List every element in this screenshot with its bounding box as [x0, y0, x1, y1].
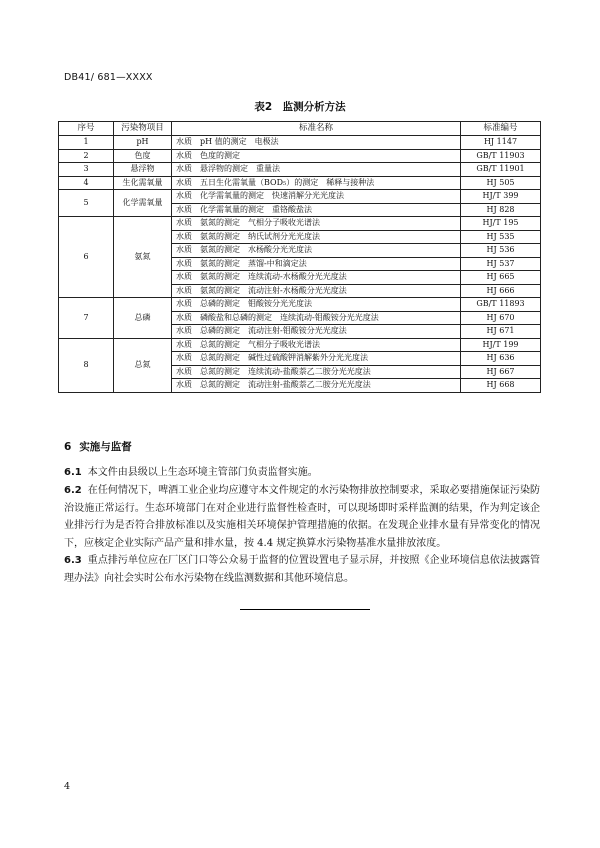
- cell-standard-name: 水质 五日生化需氧量（BOD₅）的测定 稀释与接种法: [172, 176, 461, 190]
- table-title: 表2 监测分析方法: [254, 101, 346, 113]
- cell-standard-name: 水质 氨氮的测定 流动注射-水杨酸分光光度法: [172, 284, 461, 298]
- cell-number: 2: [59, 149, 114, 163]
- cell-pollutant: 生化需氧量: [114, 176, 172, 190]
- cell-standard-name: 水质 氨氮的测定 连续流动-水杨酸分光光度法: [172, 271, 461, 285]
- cell-standard-code: HJ/T 399: [461, 190, 541, 204]
- table-header-row: [59, 122, 541, 136]
- cell-standard-code: HJ 667: [461, 365, 541, 379]
- cell-standard-name: 水质 总氮的测定 流动注射-盐酸萘乙二胺分光光度法: [172, 379, 461, 393]
- table-row: [59, 217, 541, 231]
- cell-pollutant: 氨氮: [114, 217, 172, 298]
- cell-pollutant: 总氮: [114, 338, 172, 392]
- cell-standard-code: HJ 1147: [461, 136, 541, 150]
- cell-standard-code: HJ 668: [461, 379, 541, 393]
- table-row: [59, 338, 541, 352]
- cell-standard-name: 水质 氨氮的测定 纳氏试剂分光光度法: [172, 230, 461, 244]
- cell-standard-name: 水质 磷酸盐和总磷的测定 连续流动-钼酸铵分光光度法: [172, 311, 461, 325]
- cell-standard-code: HJ 671: [461, 325, 541, 339]
- cell-number: 3: [59, 163, 114, 177]
- page-number: 4: [64, 781, 71, 792]
- paragraph-number: 6.3: [64, 555, 82, 566]
- section-number: 6: [64, 441, 72, 453]
- table-row: [59, 149, 541, 163]
- header-cell-pollutant: 污染物项目: [114, 122, 172, 136]
- document-code: DB41/ 681—XXXX: [64, 72, 153, 83]
- cell-standard-name: 水质 pH 值的测定 电极法: [172, 136, 461, 150]
- cell-standard-code: HJ 505: [461, 176, 541, 190]
- cell-standard-code: GB/T 11893: [461, 298, 541, 312]
- cell-standard-code: HJ 670: [461, 311, 541, 325]
- cell-standard-name: 水质 化学需氧量的测定 重铬酸盐法: [172, 203, 461, 217]
- cell-pollutant: 悬浮物: [114, 163, 172, 177]
- cell-standard-name: 水质 氨氮的测定 蒸馏-中和滴定法: [172, 257, 461, 271]
- cell-standard-name: 水质 化学需氧量的测定 快速消解分光光度法: [172, 190, 461, 204]
- end-divider-line: [240, 609, 370, 610]
- cell-standard-name: 水质 总磷的测定 钼酸铵分光光度法: [172, 298, 461, 312]
- cell-number: 5: [59, 190, 114, 217]
- section-title: 实施与监督: [79, 441, 132, 453]
- paragraph-number: 6.1: [64, 467, 82, 478]
- cell-standard-name: 水质 总氮的测定 气相分子吸收光谱法: [172, 338, 461, 352]
- cell-standard-code: HJ 537: [461, 257, 541, 271]
- cell-standard-code: HJ 665: [461, 271, 541, 285]
- table-body: [59, 136, 541, 393]
- cell-standard-name: 水质 总氮的测定 连续流动-盐酸萘乙二胺分光光度法: [172, 365, 461, 379]
- section-heading: [64, 439, 132, 454]
- header-cell-standard-name: 标准名称: [172, 122, 461, 136]
- table-row: [59, 136, 541, 150]
- cell-pollutant: 色度: [114, 149, 172, 163]
- cell-standard-name: 水质 色度的测定: [172, 149, 461, 163]
- cell-standard-code: HJ/T 199: [461, 338, 541, 352]
- cell-standard-code: GB/T 11901: [461, 163, 541, 177]
- paragraph-text: 本文件由县级以上生态环境主管部门负责监督实施。: [87, 467, 318, 478]
- cell-standard-name: 水质 总磷的测定 流动注射-钼酸铵分光光度法: [172, 325, 461, 339]
- paragraph-6-2: [64, 482, 540, 552]
- paragraph-6-1: [64, 464, 540, 482]
- paragraph-text: 重点排污单位应在厂区门口等公众易于监督的位置设置电子显示屏，并按照《企业环境信息依法披露管理办法》向社会实时公布水污染物在线监测数据和其他环境信息。: [64, 555, 540, 584]
- paragraph-number: 6.2: [64, 485, 82, 496]
- cell-number: 1: [59, 136, 114, 150]
- table-row: [59, 163, 541, 177]
- monitoring-methods-table: [58, 121, 541, 393]
- cell-standard-code: HJ 828: [461, 203, 541, 217]
- cell-pollutant: 化学需氧量: [114, 190, 172, 217]
- cell-standard-name: 水质 氨氮的测定 水杨酸分光光度法: [172, 244, 461, 258]
- cell-standard-code: GB/T 11903: [461, 149, 541, 163]
- cell-standard-code: HJ 636: [461, 352, 541, 366]
- cell-standard-name: 水质 总氮的测定 碱性过硫酸钾消解紫外分光光度法: [172, 352, 461, 366]
- table-row: [59, 298, 541, 312]
- cell-standard-name: 水质 悬浮物的测定 重量法: [172, 163, 461, 177]
- cell-pollutant: 总磷: [114, 298, 172, 339]
- cell-standard-code: HJ 536: [461, 244, 541, 258]
- cell-standard-code: HJ 666: [461, 284, 541, 298]
- paragraph-6-3: [64, 552, 540, 587]
- table-row: [59, 190, 541, 204]
- cell-standard-name: 水质 氨氮的测定 气相分子吸收光谱法: [172, 217, 461, 231]
- cell-number: 4: [59, 176, 114, 190]
- paragraph-text: 在任何情况下，啤酒工业企业均应遵守本文件规定的水污染物排放控制要求，采取必要措施保证污染防治设施正常运行。生态环境部门在对企业进行监督性检查时，可以现场即时采样监测的结果，作为判定该企业排污行为是否符合排放标准以及实施相关环境保护管理措施的依据。在发现企业排水量有异常变化的情况下，应核定企业实际产品产量和排水量，按 4.4 规定换算水污染物基准水量排放浓度。: [64, 485, 540, 549]
- header-cell-number: 序号: [59, 122, 114, 136]
- cell-standard-code: HJ/T 195: [461, 217, 541, 231]
- cell-number: 8: [59, 338, 114, 392]
- cell-pollutant: pH: [114, 136, 172, 150]
- cell-standard-code: HJ 535: [461, 230, 541, 244]
- table-row: [59, 176, 541, 190]
- cell-number: 7: [59, 298, 114, 339]
- header-cell-standard-code: 标准编号: [461, 122, 541, 136]
- cell-number: 6: [59, 217, 114, 298]
